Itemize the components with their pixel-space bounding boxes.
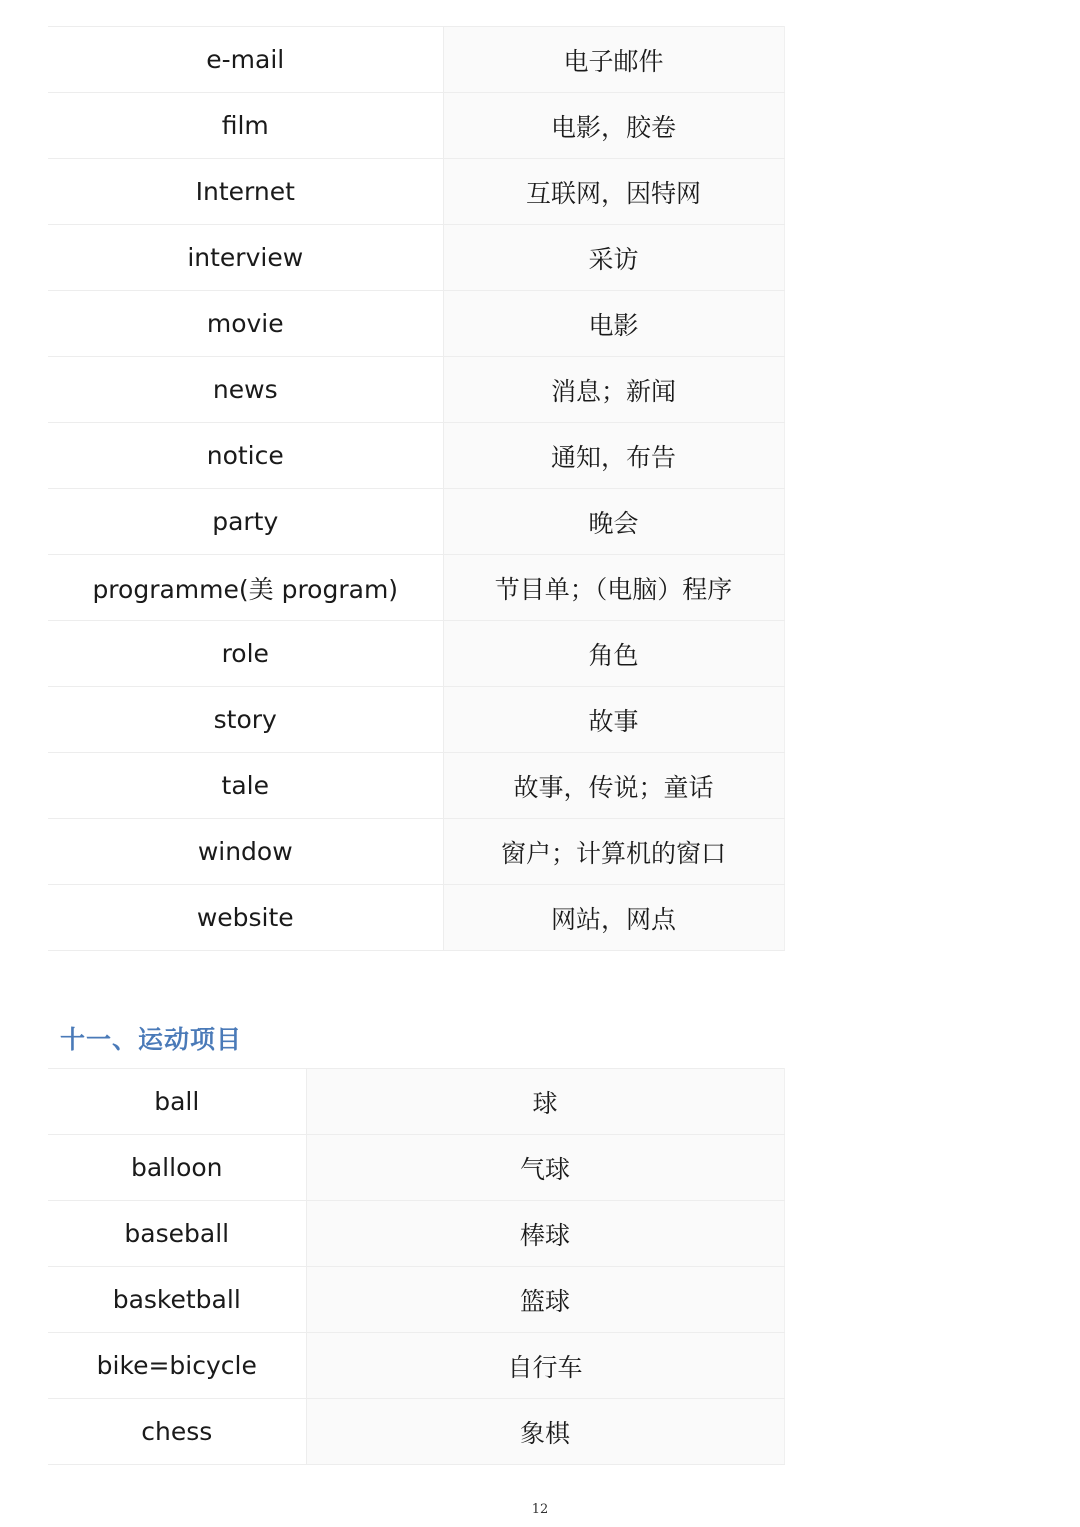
chinese-meaning-cell: 互联网，因特网 (443, 159, 784, 225)
table-row (48, 687, 784, 753)
english-word-cell: notice (48, 423, 443, 489)
english-word-cell: story (48, 687, 443, 753)
chinese-meaning-cell: 故事，传说；童话 (443, 753, 784, 819)
chinese-meaning-cell: 窗户；计算机的窗口 (443, 819, 784, 885)
english-word-cell: basketball (48, 1267, 306, 1333)
chinese-meaning-cell: 电子邮件 (443, 27, 784, 93)
chinese-meaning-cell: 气球 (306, 1135, 784, 1201)
english-word-cell: balloon (48, 1135, 306, 1201)
table-row (48, 159, 784, 225)
english-word-cell: role (48, 621, 443, 687)
chinese-meaning-cell: 消息；新闻 (443, 357, 784, 423)
table-row (48, 885, 784, 951)
table-row (48, 819, 784, 885)
chinese-meaning-cell: 象棋 (306, 1399, 784, 1465)
english-word-cell: interview (48, 225, 443, 291)
chinese-meaning-cell: 节目单；（电脑）程序 (443, 555, 784, 621)
section-heading-sports: 十一、运动项目 (60, 1025, 243, 1054)
english-word-cell: Internet (48, 159, 443, 225)
table-row (48, 1135, 784, 1201)
chinese-meaning-cell: 采访 (443, 225, 784, 291)
table-row (48, 1069, 784, 1135)
english-word-cell: window (48, 819, 443, 885)
table-row (48, 1201, 784, 1267)
english-word-cell: e-mail (48, 27, 443, 93)
english-word-cell: website (48, 885, 443, 951)
english-word-cell: programme(美 program) (48, 555, 443, 621)
chinese-meaning-cell: 篮球 (306, 1267, 784, 1333)
english-word-cell: movie (48, 291, 443, 357)
chinese-meaning-cell: 自行车 (306, 1333, 784, 1399)
chinese-meaning-cell: 棒球 (306, 1201, 784, 1267)
table-row (48, 1267, 784, 1333)
table-row (48, 753, 784, 819)
chinese-meaning-cell: 角色 (443, 621, 784, 687)
table-row (48, 27, 784, 93)
table-row (48, 1333, 784, 1399)
chinese-meaning-cell: 网站，网点 (443, 885, 784, 951)
english-word-cell: party (48, 489, 443, 555)
chinese-meaning-cell: 球 (306, 1069, 784, 1135)
table-row (48, 291, 784, 357)
table-row (48, 423, 784, 489)
english-word-cell: tale (48, 753, 443, 819)
page-number: 12 (531, 1502, 549, 1517)
vocabulary-table-media (48, 26, 785, 951)
english-word-cell: ball (48, 1069, 306, 1135)
chinese-meaning-cell: 晚会 (443, 489, 784, 555)
chinese-meaning-cell: 通知，布告 (443, 423, 784, 489)
english-word-cell: news (48, 357, 443, 423)
english-word-cell: chess (48, 1399, 306, 1465)
chinese-meaning-cell: 故事 (443, 687, 784, 753)
table-row (48, 489, 784, 555)
table-row (48, 357, 784, 423)
english-word-cell: bike=bicycle (48, 1333, 306, 1399)
table-row (48, 225, 784, 291)
chinese-meaning-cell: 电影，胶卷 (443, 93, 784, 159)
english-word-cell: film (48, 93, 443, 159)
vocabulary-table-sports (48, 1068, 785, 1465)
table-row (48, 621, 784, 687)
english-word-cell: baseball (48, 1201, 306, 1267)
table-row (48, 93, 784, 159)
table-row (48, 555, 784, 621)
chinese-meaning-cell: 电影 (443, 291, 784, 357)
table-row (48, 1399, 784, 1465)
